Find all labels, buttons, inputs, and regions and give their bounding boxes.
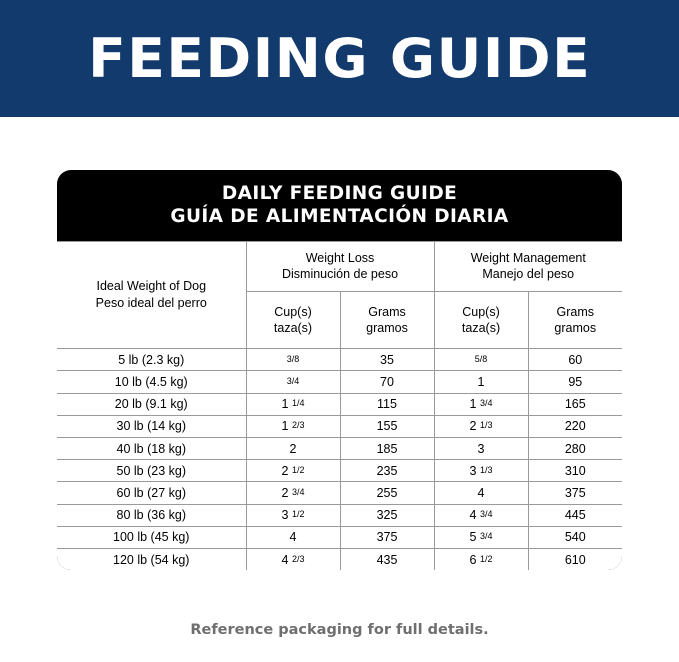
cell-loss-grams: 185 (340, 438, 434, 460)
card-header-line-es: GUÍA DE ALIMENTACIÓN DIARIA (170, 206, 509, 228)
cell-mgmt-grams: 310 (528, 460, 622, 482)
cell-weight: 30 lb (14 kg) (57, 415, 246, 437)
table-group-header-row (57, 242, 622, 292)
cell-loss-grams: 35 (340, 349, 434, 371)
header-mgmt-cups (434, 292, 528, 349)
header-loss-grams (340, 292, 434, 349)
table-row (57, 482, 622, 504)
cell-mgmt-cups: 3 1/3 (434, 460, 528, 482)
table-row (57, 504, 622, 526)
header-mgmt-grams-en: Grams (556, 305, 595, 319)
header-loss-cups-es: taza(s) (273, 321, 313, 336)
header-group-weight-management-es: Manejo del peso (482, 266, 575, 281)
cell-mgmt-grams: 375 (528, 482, 622, 504)
cell-weight: 50 lb (23 kg) (57, 460, 246, 482)
cell-loss-grams: 435 (340, 548, 434, 570)
header-loss-grams-es: gramos (366, 321, 408, 336)
header-group-weight-management (434, 242, 622, 292)
cell-loss-grams: 235 (340, 460, 434, 482)
cell-loss-grams: 115 (340, 393, 434, 415)
feeding-table (57, 241, 622, 570)
cell-loss-cups: 3/4 (246, 371, 340, 393)
page-banner (0, 0, 679, 117)
table-row (57, 548, 622, 570)
cell-loss-cups: 2 1/2 (246, 460, 340, 482)
cell-mgmt-cups: 1 3/4 (434, 393, 528, 415)
cell-loss-cups: 1 2/3 (246, 415, 340, 437)
cell-mgmt-cups: 4 (434, 482, 528, 504)
cell-mgmt-grams: 610 (528, 548, 622, 570)
header-ideal-weight (57, 242, 246, 349)
cell-weight: 40 lb (18 kg) (57, 438, 246, 460)
header-mgmt-grams (528, 292, 622, 349)
cell-loss-cups: 1 1/4 (246, 393, 340, 415)
cell-mgmt-cups: 1 (434, 371, 528, 393)
table-row (57, 526, 622, 548)
table-head (57, 242, 622, 349)
cell-loss-cups: 4 2/3 (246, 548, 340, 570)
header-ideal-weight-en: Ideal Weight of Dog (96, 279, 207, 294)
cell-weight: 20 lb (9.1 kg) (57, 393, 246, 415)
header-loss-cups (246, 292, 340, 349)
table-row (57, 415, 622, 437)
header-ideal-weight-es: Peso ideal del perro (95, 296, 207, 311)
header-group-weight-loss-en: Weight Loss (305, 251, 375, 266)
cell-weight: 120 lb (54 kg) (57, 548, 246, 570)
table-row (57, 438, 622, 460)
header-mgmt-grams-es: gramos (554, 321, 597, 336)
table-row (57, 371, 622, 393)
cell-loss-cups: 3/8 (246, 349, 340, 371)
cell-weight: 80 lb (36 kg) (57, 504, 246, 526)
cell-mgmt-grams: 60 (528, 349, 622, 371)
cell-mgmt-grams: 95 (528, 371, 622, 393)
cell-mgmt-cups: 6 1/2 (434, 548, 528, 570)
table-row (57, 393, 622, 415)
cell-weight: 5 lb (2.3 kg) (57, 349, 246, 371)
page-title: FEEDING GUIDE (87, 26, 592, 90)
cell-loss-grams: 325 (340, 504, 434, 526)
cell-mgmt-grams: 540 (528, 526, 622, 548)
cell-loss-cups: 2 (246, 438, 340, 460)
feeding-guide-card (57, 170, 622, 570)
footer-note: Reference packaging for full details. (190, 622, 489, 638)
table-row (57, 349, 622, 371)
cell-weight: 100 lb (45 kg) (57, 526, 246, 548)
cell-mgmt-grams: 165 (528, 393, 622, 415)
cell-mgmt-grams: 445 (528, 504, 622, 526)
cell-mgmt-cups: 2 1/3 (434, 415, 528, 437)
cell-loss-grams: 375 (340, 526, 434, 548)
cell-mgmt-cups: 4 3/4 (434, 504, 528, 526)
header-mgmt-cups-en: Cup(s) (462, 305, 500, 319)
header-loss-grams-en: Grams (368, 305, 406, 319)
header-mgmt-cups-es: taza(s) (461, 321, 501, 336)
header-group-weight-management-en: Weight Management (470, 251, 586, 266)
cell-mgmt-grams: 280 (528, 438, 622, 460)
cell-loss-cups: 2 3/4 (246, 482, 340, 504)
cell-loss-cups: 4 (246, 526, 340, 548)
cell-loss-grams: 70 (340, 371, 434, 393)
header-group-weight-loss (246, 242, 434, 292)
cell-mgmt-cups: 5/8 (434, 349, 528, 371)
cell-loss-grams: 255 (340, 482, 434, 504)
cell-loss-grams: 155 (340, 415, 434, 437)
table-body (57, 349, 622, 570)
cell-mgmt-cups: 5 3/4 (434, 526, 528, 548)
card-header (57, 170, 622, 241)
cell-mgmt-grams: 220 (528, 415, 622, 437)
cell-mgmt-cups: 3 (434, 438, 528, 460)
header-loss-cups-en: Cup(s) (274, 305, 312, 319)
cell-weight: 10 lb (4.5 kg) (57, 371, 246, 393)
card-header-line-en: DAILY FEEDING GUIDE (221, 183, 458, 204)
cell-weight: 60 lb (27 kg) (57, 482, 246, 504)
table-row (57, 460, 622, 482)
header-group-weight-loss-es: Disminución de peso (281, 266, 399, 281)
cell-loss-cups: 3 1/2 (246, 504, 340, 526)
